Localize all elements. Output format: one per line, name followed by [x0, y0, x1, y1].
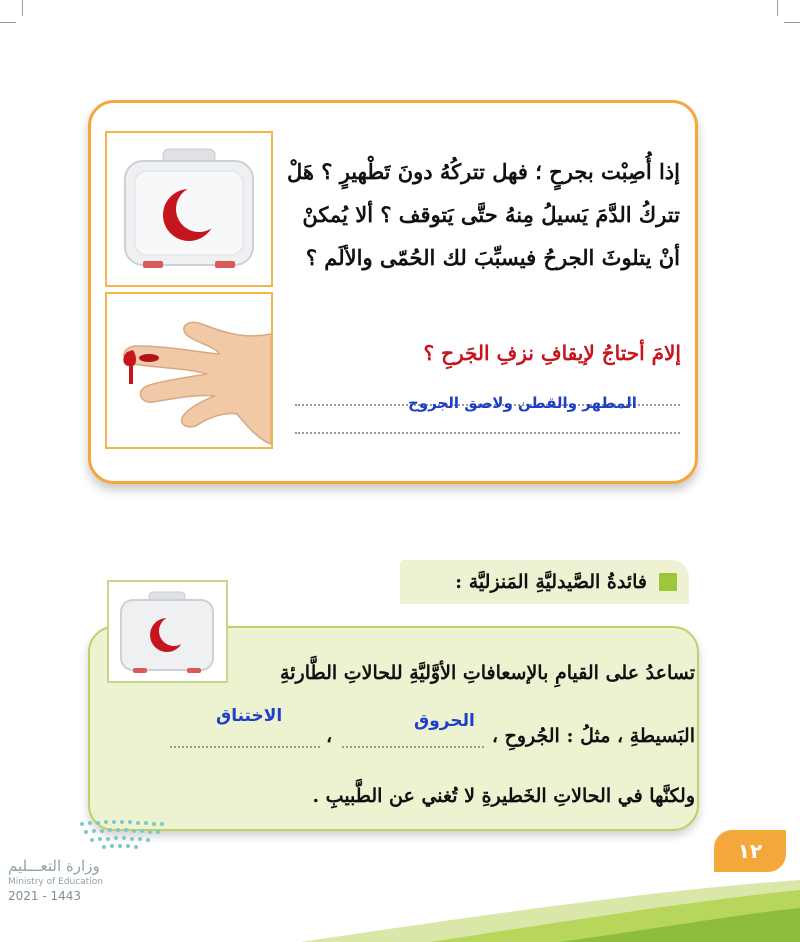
intro-question: إذا أُصِبْت بجرحٍ ؛ فهل تتركُهُ دونَ تَطْهيرٍ ؟ هَلْ تتركُ الدَّمَ يَسيلُ مِنهُ حتَّى يَتوقف ؟ ألا يُمكنْ أنْ يتلوثَ الجرحُ فيسبِّبَ لك الحُمّى والألَم ؟	[286, 159, 680, 270]
hand-icon	[107, 294, 271, 447]
blank-answer-2: الاختناق	[216, 706, 283, 726]
first-aid-kit-icon	[107, 133, 271, 285]
crop-mark	[0, 22, 16, 23]
benefit-line-2: البَسيطةِ ، مثلُ : الجُروحِ ،	[491, 725, 695, 747]
answer-dotted-line-2	[295, 432, 680, 434]
answer-text: المطهر والقطن ولاصق الجروح	[408, 394, 637, 412]
first-aid-kit-small-image	[107, 580, 228, 683]
blank-answer-1: الحروق	[414, 711, 475, 731]
blank-dotted-line-2	[170, 746, 320, 748]
blank-separator-comma: ،	[326, 725, 333, 747]
crop-mark	[777, 0, 778, 16]
benefit-line-1: تساعدُ على القيامِ بالإسعافاتِ الأوَّليَّةِ للحالاتِ الطَّارئةِ	[280, 662, 695, 684]
crop-mark	[22, 0, 23, 16]
ministry-logo-icon	[76, 818, 172, 852]
blank-dotted-line-1	[342, 746, 484, 748]
first-aid-kit-icon	[109, 582, 226, 681]
decorative-green-band	[0, 850, 800, 942]
section-header	[400, 560, 689, 604]
prompt-question: إلامَ أحتاجُ لإيقافِ نزفِ الجَرحِ ؟	[423, 341, 681, 365]
page-number: ١٢	[714, 830, 786, 872]
section-title: فائدةُ الصَّيدليَّةِ المَنزليَّة :	[455, 571, 647, 593]
ministry-name-ar: وزارة التعـــليم	[8, 857, 100, 875]
first-aid-kit-image	[105, 131, 273, 287]
bullet-square-icon	[659, 573, 677, 591]
crop-mark	[784, 22, 800, 23]
ministry-name-en: Ministry of Education	[8, 877, 103, 887]
edition-year: 2021 - 1443	[8, 889, 82, 903]
benefit-line-3: ولكنَّها في الحالاتِ الخَطيرةِ لا تُغني عن الطَّبيبِ .	[312, 785, 695, 807]
bleeding-finger-image	[105, 292, 273, 449]
